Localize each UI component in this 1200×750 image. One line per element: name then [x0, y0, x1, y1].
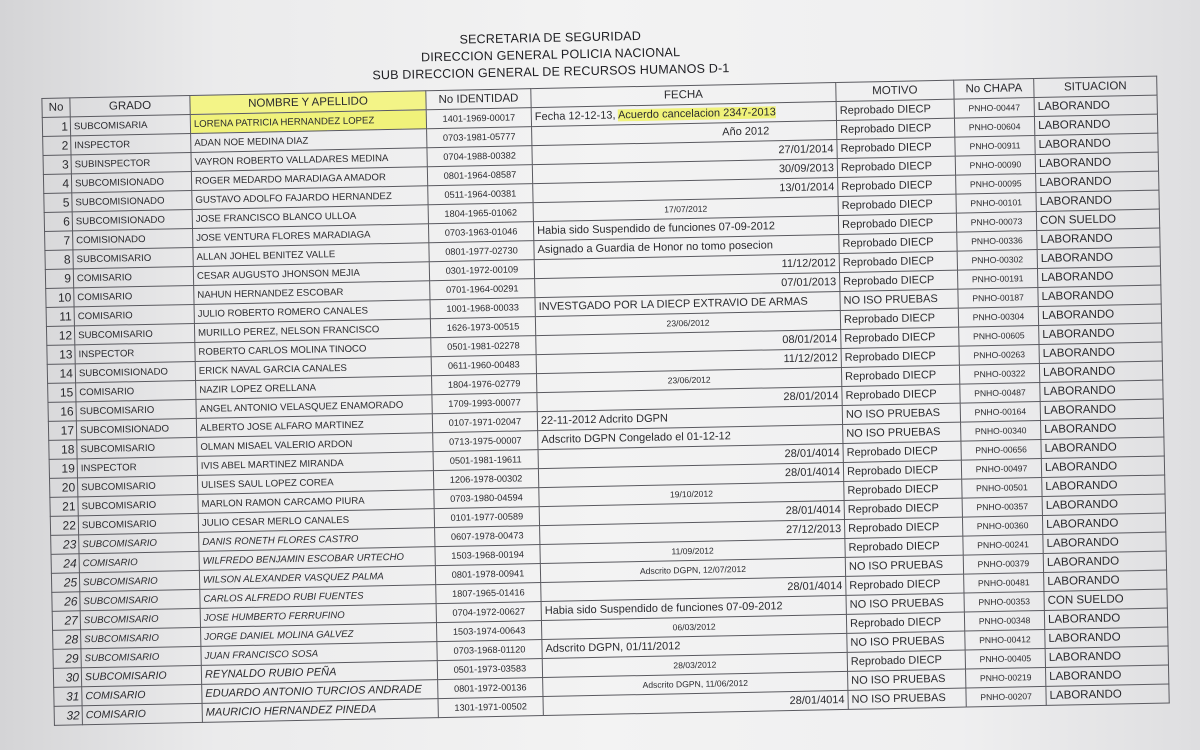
row-identidad: 0101-1977-00589: [434, 507, 539, 528]
row-motivo: Reprobado DIECP: [841, 365, 959, 386]
row-grado: SUBCOMISIONADO: [71, 171, 191, 192]
row-situacion: LABORANDO: [1038, 304, 1161, 325]
row-motivo: Reprobado DIECP: [841, 346, 959, 367]
row-nombre: MURILLO PEREZ, NELSON FRANCISCO: [194, 319, 430, 343]
row-motivo: Reprobado DIECP: [841, 327, 959, 348]
row-grado: INSPECTOR: [75, 342, 195, 363]
row-situacion: LABORANDO: [1045, 627, 1168, 648]
row-motivo: Reprobado DIECP: [844, 479, 962, 500]
row-motivo: Reprobado DIECP: [837, 156, 955, 177]
row-identidad: 0704-1972-00627: [436, 602, 541, 623]
fecha-text: 13/01/2014: [779, 180, 835, 194]
row-motivo: Reprobado DIECP: [846, 574, 964, 595]
row-chapa: PNHO-00322: [959, 364, 1039, 385]
row-nombre: WILFREDO BENJAMIN ESCOBAR URTECHO: [199, 547, 435, 571]
row-grado: COMISARIO: [76, 380, 196, 401]
fecha-text: 23/06/2012: [667, 374, 711, 385]
row-no: 22: [50, 516, 78, 536]
fecha-text: Adscrito DGPN, 11/06/2012: [642, 677, 749, 690]
row-no: 5: [44, 193, 72, 213]
row-grado: SUBCOMISARIO: [79, 570, 199, 591]
row-identidad: 1709-1993-00077: [432, 393, 537, 414]
row-grado: COMISARIO: [73, 266, 193, 287]
row-situacion: LABORANDO: [1041, 418, 1164, 439]
row-motivo: Reprobado DIECP: [839, 251, 957, 272]
fecha-text: 28/03/2012: [673, 659, 717, 670]
row-situacion: LABORANDO: [1038, 285, 1161, 306]
row-chapa: PNHO-00073: [956, 212, 1036, 233]
row-motivo: Reprobado DIECP: [844, 517, 962, 538]
row-situacion: CON SUELDO: [1044, 589, 1167, 610]
row-motivo: Reprobado DIECP: [836, 118, 954, 139]
row-nombre: JUAN FRANCISCO SOSA: [201, 642, 437, 666]
row-chapa: PNHO-00360: [962, 515, 1042, 536]
row-situacion: LABORANDO: [1034, 114, 1157, 135]
row-nombre: ADAN NOE MEDINA DIAZ: [191, 129, 427, 153]
row-situacion: LABORANDO: [1043, 532, 1166, 553]
row-no: 9: [45, 269, 73, 289]
row-situacion: LABORANDO: [1045, 665, 1168, 686]
row-situacion: LABORANDO: [1040, 380, 1163, 401]
row-no: 13: [47, 345, 75, 365]
row-motivo: Reprobado DIECP: [843, 441, 961, 462]
row-nombre: ANGEL ANTONIO VELASQUEZ ENAMORADO: [196, 395, 432, 419]
row-no: 3: [43, 155, 71, 175]
row-motivo: Reprobado DIECP: [836, 99, 954, 120]
row-nombre: ERICK NAVAL GARCIA CANALES: [195, 357, 431, 381]
col-header-grado: GRADO: [70, 96, 190, 117]
row-nombre: JOSE HUMBERTO FERRUFINO: [200, 604, 436, 628]
row-situacion: LABORANDO: [1043, 551, 1166, 572]
row-grado: SUBCOMISARIO: [78, 513, 198, 534]
fecha-text: Adscrito DGPN, 12/07/2012: [639, 563, 747, 576]
row-no: 29: [53, 649, 81, 669]
fecha-text: Adscrito DGPN, 01/11/2012: [545, 639, 681, 655]
row-motivo: NO ISO PRUEBAS: [848, 669, 966, 690]
row-motivo: Reprobado DIECP: [846, 612, 964, 633]
row-motivo: Reprobado DIECP: [837, 137, 955, 158]
row-no: 32: [54, 706, 82, 726]
fecha-text: Asignado a Guardia de Honor no tomo posecion: [537, 238, 774, 256]
col-header-chapa: No CHAPA: [954, 79, 1034, 100]
row-grado: SUBINSPECTOR: [71, 152, 191, 173]
row-identidad: 0801-1972-00136: [438, 678, 543, 699]
row-chapa: PNHO-00497: [961, 458, 1041, 479]
document-header: [340, 26, 761, 85]
fecha-text: Adscrito DGPN Congelado el 01-12-12: [541, 429, 731, 446]
row-identidad: 1626-1973-00515: [430, 317, 535, 338]
row-nombre: GUSTAVO ADOLFO FAJARDO HERNANDEZ: [192, 186, 428, 210]
row-nombre: JULIO ROBERTO ROMERO CANALES: [194, 300, 430, 324]
fecha-text: 27/12/2013: [785, 522, 842, 536]
row-chapa: PNHO-00095: [956, 174, 1036, 195]
row-no: 25: [51, 573, 79, 593]
row-grado: SUBCOMISARIO: [73, 247, 193, 268]
row-chapa: PNHO-00353: [964, 591, 1044, 612]
col-header-no: No: [42, 98, 70, 118]
row-no: 27: [52, 611, 80, 631]
row-no: 23: [51, 535, 79, 555]
row-motivo: Reprobado DIECP: [838, 175, 956, 196]
fecha-text: 28/01/4014: [784, 446, 840, 460]
col-header-situacion: SITUACION: [1034, 76, 1157, 97]
row-grado: SUBCOMISIONADO: [72, 209, 192, 230]
row-motivo: NO ISO PRUEBAS: [845, 555, 963, 576]
row-chapa: PNHO-00656: [961, 439, 1041, 460]
row-no: 19: [49, 459, 77, 479]
col-header-identidad: No IDENTIDAD: [426, 89, 531, 110]
row-no: 4: [43, 174, 71, 194]
fecha-text: 23/06/2012: [666, 317, 710, 328]
row-chapa: PNHO-00447: [954, 98, 1034, 119]
row-grado: COMISARIO: [82, 684, 202, 705]
row-chapa: PNHO-00304: [958, 307, 1038, 328]
row-no: 18: [49, 440, 77, 460]
row-situacion: LABORANDO: [1037, 228, 1160, 249]
row-grado: COMISARIO: [74, 304, 194, 325]
row-chapa: PNHO-00487: [960, 383, 1040, 404]
row-no: 2: [43, 136, 71, 156]
row-situacion: LABORANDO: [1039, 342, 1162, 363]
row-chapa: PNHO-00241: [963, 534, 1043, 555]
header-line-3: SUB DIRECCION GENERAL DE RECURSOS HUMANOS D-1: [372, 61, 730, 83]
fecha-text: Habia sido Suspendido de funciones 07-09-2012: [544, 599, 783, 617]
row-chapa: PNHO-00164: [960, 402, 1040, 423]
row-identidad: 1001-1968-00033: [430, 298, 535, 319]
row-identidad: 0701-1964-00291: [430, 279, 535, 300]
row-nombre: JOSE FRANCISCO BLANCO ULLOA: [192, 205, 428, 229]
row-nombre: NAHUN HERNANDEZ ESCOBAR: [194, 281, 430, 305]
row-chapa: PNHO-00379: [963, 553, 1043, 574]
fecha-text: 07/01/2013: [781, 275, 837, 289]
row-motivo: Reprobado DIECP: [847, 650, 965, 671]
row-grado: SUBCOMISARIO: [81, 665, 201, 686]
row-chapa: PNHO-00481: [964, 572, 1044, 593]
row-identidad: 0703-1981-05777: [427, 127, 532, 148]
row-no: 8: [45, 250, 73, 270]
row-identidad: 0703-1968-01120: [437, 640, 542, 661]
row-situacion: CON SUELDO: [1036, 209, 1159, 230]
row-motivo: Reprobado DIECP: [839, 232, 957, 253]
row-nombre: LORENA PATRICIA HERNANDEZ LOPEZ: [190, 110, 426, 134]
row-no: 6: [44, 212, 72, 232]
row-identidad: 0501-1973-03583: [437, 659, 542, 680]
row-identidad: 0703-1980-04594: [434, 488, 539, 509]
document-page: [40, 7, 1194, 750]
row-nombre: NAZIR LOPEZ ORELLANA: [196, 376, 432, 400]
row-motivo: Reprobado DIECP: [843, 460, 961, 481]
row-situacion: LABORANDO: [1044, 608, 1167, 629]
row-identidad: 1503-1974-00643: [436, 621, 541, 642]
row-identidad: 1804-1965-01062: [428, 203, 533, 224]
row-no: 16: [48, 402, 76, 422]
row-no: 31: [54, 687, 82, 707]
row-no: 26: [52, 592, 80, 612]
row-grado: SUBCOMISIONADO: [75, 361, 195, 382]
row-grado: SUBCOMISIONADO: [76, 418, 196, 439]
fecha-text: 22-11-2012 Adcrito DGPN: [540, 411, 669, 427]
row-identidad: 0301-1972-00109: [429, 260, 534, 281]
row-chapa: PNHO-00219: [966, 667, 1046, 688]
fecha-text: 11/09/2012: [671, 545, 714, 556]
row-situacion: LABORANDO: [1046, 684, 1169, 705]
row-nombre: WILSON ALEXANDER VASQUEZ PALMA: [199, 566, 435, 590]
row-chapa: PNHO-00357: [962, 496, 1042, 517]
row-identidad: 0607-1978-00473: [435, 526, 540, 547]
fecha-text: 08/01/2014: [782, 332, 838, 346]
row-grado: COMISARIO: [79, 551, 199, 572]
fecha-text: 27/01/2014: [778, 142, 834, 156]
row-situacion: LABORANDO: [1044, 570, 1167, 591]
row-situacion: LABORANDO: [1036, 190, 1159, 211]
row-grado: COMISARIO: [82, 703, 202, 724]
row-motivo: Reprobado DIECP: [838, 194, 956, 215]
row-nombre: JORGE DANIEL MOLINA GALVEZ: [201, 623, 437, 647]
row-nombre: JOSE VENTURA FLORES MARADIAGA: [193, 224, 429, 248]
fecha-text: 28/01/4014: [787, 579, 843, 593]
fecha-text: 28/01/4014: [784, 465, 841, 479]
row-nombre: EDUARDO ANTONIO TURCIOS ANDRADE: [202, 680, 438, 704]
row-situacion: LABORANDO: [1040, 399, 1163, 420]
row-identidad: 0501-1981-02278: [431, 336, 536, 357]
row-identidad: 0801-1977-02730: [429, 241, 534, 262]
row-motivo: NO ISO PRUEBAS: [848, 688, 966, 709]
row-nombre: ALLAN JOHEL BENITEZ VALLE: [193, 243, 429, 267]
fecha-text: 28/01/4014: [789, 693, 845, 707]
row-identidad: 0611-1960-00483: [431, 355, 536, 376]
row-identidad: 1301-1971-00502: [438, 697, 543, 718]
row-no: 7: [45, 231, 73, 251]
row-situacion: LABORANDO: [1035, 133, 1158, 154]
row-grado: COMISIONADO: [73, 228, 193, 249]
row-no: 17: [48, 421, 76, 441]
row-no: 1: [42, 117, 70, 137]
row-nombre: ROGER MEDARDO MARADIAGA AMADOR: [191, 167, 427, 191]
row-chapa: PNHO-00336: [957, 231, 1037, 252]
row-situacion: LABORANDO: [1039, 361, 1162, 382]
row-grado: SUBCOMISARIO: [80, 608, 200, 629]
row-situacion: LABORANDO: [1041, 437, 1164, 458]
row-chapa: PNHO-00405: [965, 648, 1045, 669]
row-nombre: DANIS RONETH FLORES CASTRO: [199, 528, 435, 552]
row-identidad: 1401-1969-00017: [426, 108, 531, 129]
row-chapa: PNHO-00412: [965, 629, 1045, 650]
row-identidad: 0801-1978-00941: [435, 564, 540, 585]
row-situacion: LABORANDO: [1041, 456, 1164, 477]
row-situacion: LABORANDO: [1045, 646, 1168, 667]
header-line-2: DIRECCION GENERAL POLICIA NACIONAL: [420, 45, 681, 65]
row-motivo: Reprobado DIECP: [842, 384, 960, 405]
row-no: 28: [53, 630, 81, 650]
row-chapa: PNHO-00605: [959, 326, 1039, 347]
row-chapa: PNHO-00348: [964, 610, 1044, 631]
row-motivo: Reprobado DIECP: [840, 308, 958, 329]
row-identidad: 1807-1965-01416: [436, 583, 541, 604]
row-identidad: 0713-1975-00007: [433, 431, 538, 452]
row-no: 15: [48, 383, 76, 403]
personnel-table: [41, 76, 1169, 726]
row-identidad: 0107-1971-02047: [432, 412, 537, 433]
row-no: 10: [46, 288, 74, 308]
fecha-text: 19/10/2012: [669, 488, 714, 499]
row-grado: SUBCOMISARIO: [76, 399, 196, 420]
row-motivo: Reprobado DIECP: [838, 213, 956, 234]
row-chapa: PNHO-00101: [956, 193, 1036, 214]
row-situacion: LABORANDO: [1037, 247, 1160, 268]
row-situacion: LABORANDO: [1037, 266, 1160, 287]
row-grado: SUBCOMISARIO: [74, 323, 194, 344]
row-identidad: 0801-1964-08587: [427, 165, 532, 186]
row-identidad: 1206-1978-00302: [433, 469, 538, 490]
row-motivo: NO ISO PRUEBAS: [843, 422, 961, 443]
fecha-text: 11/12/2012: [783, 351, 838, 365]
fecha-text: Año 2012: [722, 124, 770, 138]
fecha-text: INVESTGADO POR LA DIECP EXTRAVIO DE ARMAS: [538, 295, 808, 313]
row-motivo: NO ISO PRUEBAS: [847, 631, 965, 652]
row-situacion: LABORANDO: [1034, 95, 1157, 116]
row-nombre: IVIS ABEL MARTINEZ MIRANDA: [197, 452, 433, 476]
row-nombre: ALBERTO JOSE ALFARO MARTINEZ: [196, 414, 432, 438]
row-chapa: PNHO-00207: [966, 686, 1046, 707]
row-nombre: JULIO CESAR MERLO CANALES: [198, 509, 434, 533]
fecha-text: 28/01/4014: [785, 503, 841, 517]
row-nombre: OLMAN MISAEL VALERIO ARDON: [197, 433, 433, 457]
row-grado: SUBCOMISARIA: [70, 115, 190, 136]
row-situacion: LABORANDO: [1036, 171, 1159, 192]
row-situacion: LABORANDO: [1042, 475, 1165, 496]
row-nombre: CARLOS ALFREDO RUBI FUENTES: [200, 585, 436, 609]
row-motivo: Reprobado DIECP: [845, 536, 963, 557]
fecha-text: 06/03/2012: [672, 621, 716, 632]
row-chapa: PNHO-00911: [955, 136, 1035, 157]
row-chapa: PNHO-00302: [957, 250, 1037, 271]
row-nombre: ULISES SAUL LOPEZ COREA: [197, 471, 433, 495]
row-identidad: 0703-1963-01046: [428, 222, 533, 243]
row-grado: SUBCOMISARIO: [80, 589, 200, 610]
row-nombre: REYNALDO RUBIO PEÑA: [201, 661, 437, 685]
row-nombre: VAYRON ROBERTO VALLADARES MEDINA: [191, 148, 427, 172]
fecha-text: 30/09/2013: [778, 161, 835, 175]
row-no: 11: [46, 307, 74, 327]
row-chapa: PNHO-00191: [958, 269, 1038, 290]
row-motivo: NO ISO PRUEBAS: [846, 593, 964, 614]
row-no: 21: [50, 497, 78, 517]
row-grado: COMISARIO: [74, 285, 194, 306]
fecha-text: Habia sido Suspendido de funciones 07-09-2012: [537, 219, 776, 237]
row-no: 20: [50, 478, 78, 498]
row-identidad: 1503-1968-00194: [435, 545, 540, 566]
row-no: 30: [53, 668, 81, 688]
row-grado: SUBCOMISARIO: [77, 475, 197, 496]
row-situacion: LABORANDO: [1039, 323, 1162, 344]
header-line-1: SECRETARIA DE SEGURIDAD: [459, 28, 642, 47]
fecha-text: 28/01/2014: [783, 389, 839, 403]
row-identidad: 1804-1976-02779: [432, 374, 537, 395]
col-header-motivo: MOTIVO: [836, 80, 954, 101]
row-nombre: MAURICIO HERNANDEZ PINEDA: [202, 699, 438, 723]
row-identidad: 0704-1988-00382: [427, 146, 532, 167]
row-grado: INSPECTOR: [77, 456, 197, 477]
row-motivo: Reprobado DIECP: [840, 270, 958, 291]
row-situacion: LABORANDO: [1035, 152, 1158, 173]
row-grado: SUBCOMISARIO: [81, 646, 201, 667]
row-motivo: NO ISO PRUEBAS: [840, 289, 958, 310]
row-motivo: Reprobado DIECP: [844, 498, 962, 519]
row-identidad: 0501-1981-19611: [433, 450, 538, 471]
row-situacion: LABORANDO: [1042, 513, 1165, 534]
col-header-nombre: NOMBRE Y APELLIDO: [190, 91, 426, 115]
fecha-text: 17/07/2012: [664, 203, 708, 215]
row-nombre: ROBERTO CARLOS MOLINA TINOCO: [195, 338, 431, 362]
row-chapa: PNHO-00090: [955, 155, 1035, 176]
row-nombre: CESAR AUGUSTO JHONSON MEJIA: [193, 262, 429, 286]
row-grado: SUBCOMISARIO: [78, 494, 198, 515]
row-nombre: MARLON RAMON CARCAMO PIURA: [198, 490, 434, 514]
row-grado: SUBCOMISARIO: [79, 532, 199, 553]
row-chapa: PNHO-00187: [958, 288, 1038, 309]
row-chapa: PNHO-00263: [959, 345, 1039, 366]
row-grado: SUBCOMISIONADO: [72, 190, 192, 211]
row-no: 14: [47, 364, 75, 384]
row-chapa: PNHO-00604: [954, 117, 1034, 138]
fecha-text: 11/12/2012: [781, 256, 836, 270]
col-header-fecha: FECHA: [531, 83, 836, 108]
row-no: 24: [51, 554, 79, 574]
row-motivo: NO ISO PRUEBAS: [842, 403, 960, 424]
row-situacion: LABORANDO: [1042, 494, 1165, 515]
row-grado: SUBCOMISARIO: [77, 437, 197, 458]
row-grado: SUBCOMISARIO: [81, 627, 201, 648]
row-chapa: PNHO-00501: [962, 477, 1042, 498]
row-no: 12: [46, 326, 74, 346]
row-identidad: 0511-1964-00381: [428, 184, 533, 205]
fecha-text: Fecha 12-12-13,: [534, 108, 619, 123]
row-grado: INSPECTOR: [71, 133, 191, 154]
fecha-highlight: Acuerdo cancelacion 2347-2013: [617, 105, 776, 121]
row-chapa: PNHO-00340: [961, 420, 1041, 441]
